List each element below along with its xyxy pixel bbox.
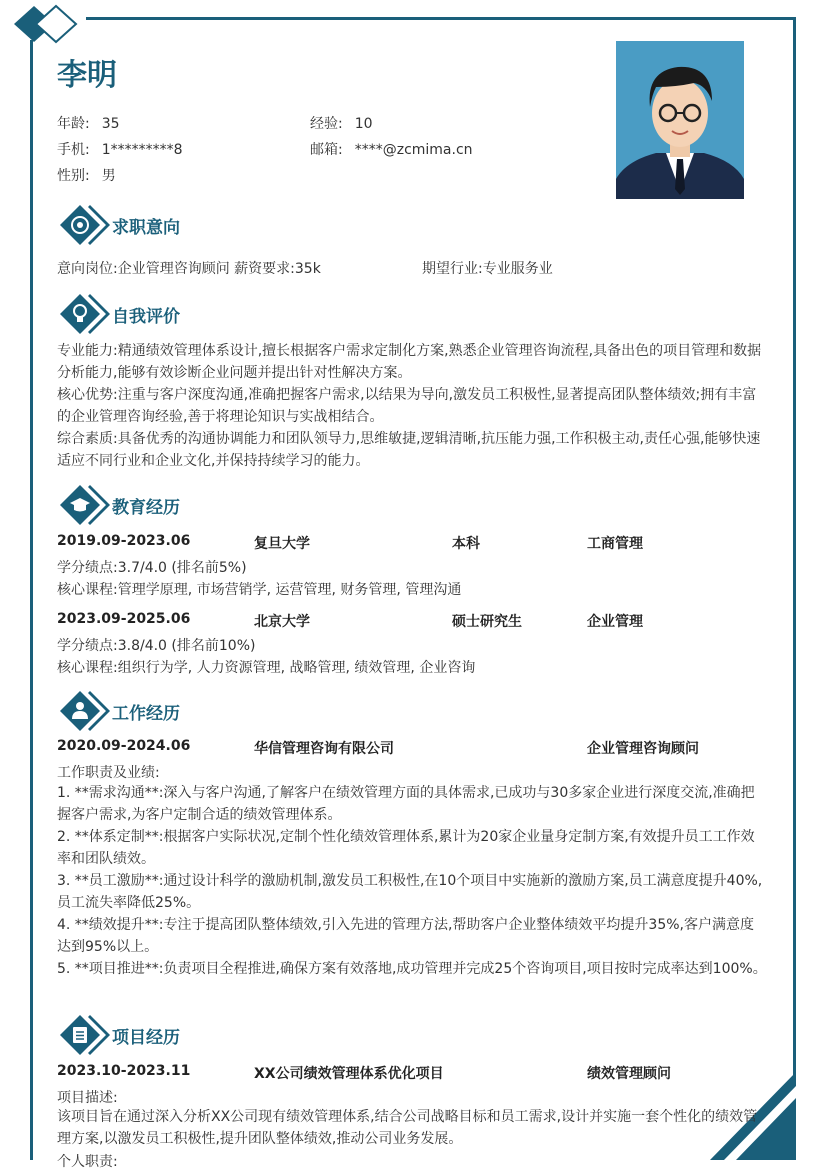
edu-degree: 硕士研究生 [452, 614, 522, 630]
phone-label: 手机: [57, 142, 90, 158]
gender-value: 男 [101, 168, 116, 184]
work-duty-item: 4. **绩效提升**:专注于提高团队整体绩效,引入先进的管理方法,帮助客户企业整体绩效平均提升35%,客户满意度达到95%以上。 [57, 917, 754, 955]
section-title-work: 工作经历 [112, 703, 180, 724]
project-description: 该项目旨在通过深入分析XX公司现有绩效管理体系,结合公司战略目标和员工需求,设计并实施一套个性化的绩效管理方案,以激发员工积极性,提升团队整体绩效,推动公司业务发展。 [57, 1109, 758, 1147]
section-title-education: 教育经历 [112, 497, 180, 518]
edu-school: 北京大学 [254, 614, 310, 630]
section-header-self [58, 292, 180, 336]
gender-row [57, 165, 116, 185]
edu-date: 2019.09-2023.06 [57, 533, 191, 549]
gender-label: 性别: [57, 168, 90, 184]
email-row [310, 139, 473, 159]
edu-degree: 本科 [452, 536, 480, 552]
education-row-2 [57, 611, 767, 631]
age-value: 35 [101, 116, 120, 132]
profile-photo [616, 41, 744, 199]
project-role: 绩效管理顾问 [587, 1066, 671, 1082]
email-value: ****@zcmima.cn [354, 142, 473, 158]
work-duty-item: 3. **员工激励**:通过设计科学的激励机制,激发员工积极性,在10个项目中实施新的激励方案,员工满意度提升40%,员工流失率降低25%。 [57, 873, 763, 911]
frame-right-line [793, 17, 796, 1160]
self-eval-quality: 综合素质:具备优秀的沟通协调能力和团队领导力,思维敏捷,逻辑清晰,抗压能力强,工作积极主动,责任心强,能够快速适应不同行业和企业文化,并保持持续学习的能力。 [57, 431, 761, 469]
work-date: 2020.09-2024.06 [57, 738, 191, 754]
section-header-education [58, 483, 180, 527]
candidate-name: 李明 [57, 58, 117, 93]
section-header-intent [58, 203, 180, 247]
person-icon [58, 689, 110, 733]
frame-left-line [30, 40, 33, 1160]
edu-school: 复旦大学 [254, 536, 310, 552]
self-eval-professional: 专业能力:精通绩效管理体系设计,擅长根据客户需求定制化方案,熟悉企业管理咨询流程,具备出色的项目管理和数据分析能力,能够有效诊断企业问题并提出针对性解决方案。 [57, 343, 762, 381]
edu-major: 工商管理 [587, 536, 643, 552]
document-icon [58, 1013, 110, 1057]
age-label: 年龄: [57, 116, 90, 132]
corner-diamond-decoration [8, 0, 88, 48]
work-company: 华信管理咨询有限公司 [254, 741, 394, 757]
work-duty-item: 2. **体系定制**:根据客户实际状况,定制个性化绩效管理体系,累计为20家企业量身定制方案,有效提升员工工作效率和团队绩效。 [57, 829, 755, 867]
project-desc-label: 项目描述: [57, 1090, 118, 1106]
project-row [57, 1063, 767, 1083]
target-icon [58, 203, 110, 247]
experience-label: 经验: [310, 116, 343, 132]
edu-courses: 核心课程:组织行为学, 人力资源管理, 战略管理, 绩效管理, 企业咨询 [57, 660, 476, 676]
frame-top-line [86, 17, 796, 20]
phone-value: 1*********8 [101, 142, 183, 158]
experience-value: 10 [354, 116, 373, 132]
edu-date: 2023.09-2025.06 [57, 611, 191, 627]
self-eval-advantage: 核心优势:注重与客户深度沟通,准确把握客户需求,以结果为导向,激发员工积极性,显著提高团队整体绩效;拥有丰富的企业管理咨询经验,善于将理论知识与实战相结合。 [57, 387, 757, 425]
section-header-work [58, 689, 180, 733]
section-title-intent: 求职意向 [112, 217, 180, 238]
bulb-icon [58, 292, 110, 336]
work-title: 企业管理咨询顾问 [587, 741, 699, 757]
age-row [57, 113, 120, 133]
email-label: 邮箱: [310, 142, 343, 158]
section-header-project [58, 1013, 180, 1057]
project-date: 2023.10-2023.11 [57, 1063, 191, 1079]
edu-major: 企业管理 [587, 614, 643, 630]
edu-courses: 核心课程:管理学原理, 市场营销学, 运营管理, 财务管理, 管理沟通 [57, 582, 462, 598]
phone-row [57, 139, 183, 159]
intent-industry: 期望行业:专业服务业 [422, 261, 553, 277]
work-duty-label: 工作职责及业绩: [57, 765, 160, 781]
work-row [57, 738, 767, 758]
section-title-project: 项目经历 [112, 1027, 180, 1048]
edu-gpa: 学分绩点:3.8/4.0 (排名前10%) [57, 638, 256, 654]
experience-row [310, 113, 373, 133]
work-duty-item: 5. **项目推进**:负责项目全程推进,确保方案有效落地,成功管理并完成25个咨询项目,项目按时完成率达到100%。 [57, 961, 767, 977]
work-duty-item: 1. **需求沟通**:深入与客户沟通,了解客户在绩效管理方面的具体需求,已成功与30多家企业进行深度交流,准确把握客户需求,为客户定制合适的绩效管理体系。 [57, 785, 755, 823]
project-duty-label: 个人职责: [57, 1154, 118, 1170]
intent-position-salary: 意向岗位:企业管理咨询顾问 薪资要求:35k [57, 261, 321, 277]
edu-gpa: 学分绩点:3.7/4.0 (排名前5%) [57, 560, 247, 576]
graduation-cap-icon [58, 483, 110, 527]
project-name: XX公司绩效管理体系优化项目 [254, 1066, 444, 1082]
section-title-self: 自我评价 [112, 306, 180, 327]
education-row-1 [57, 533, 767, 553]
